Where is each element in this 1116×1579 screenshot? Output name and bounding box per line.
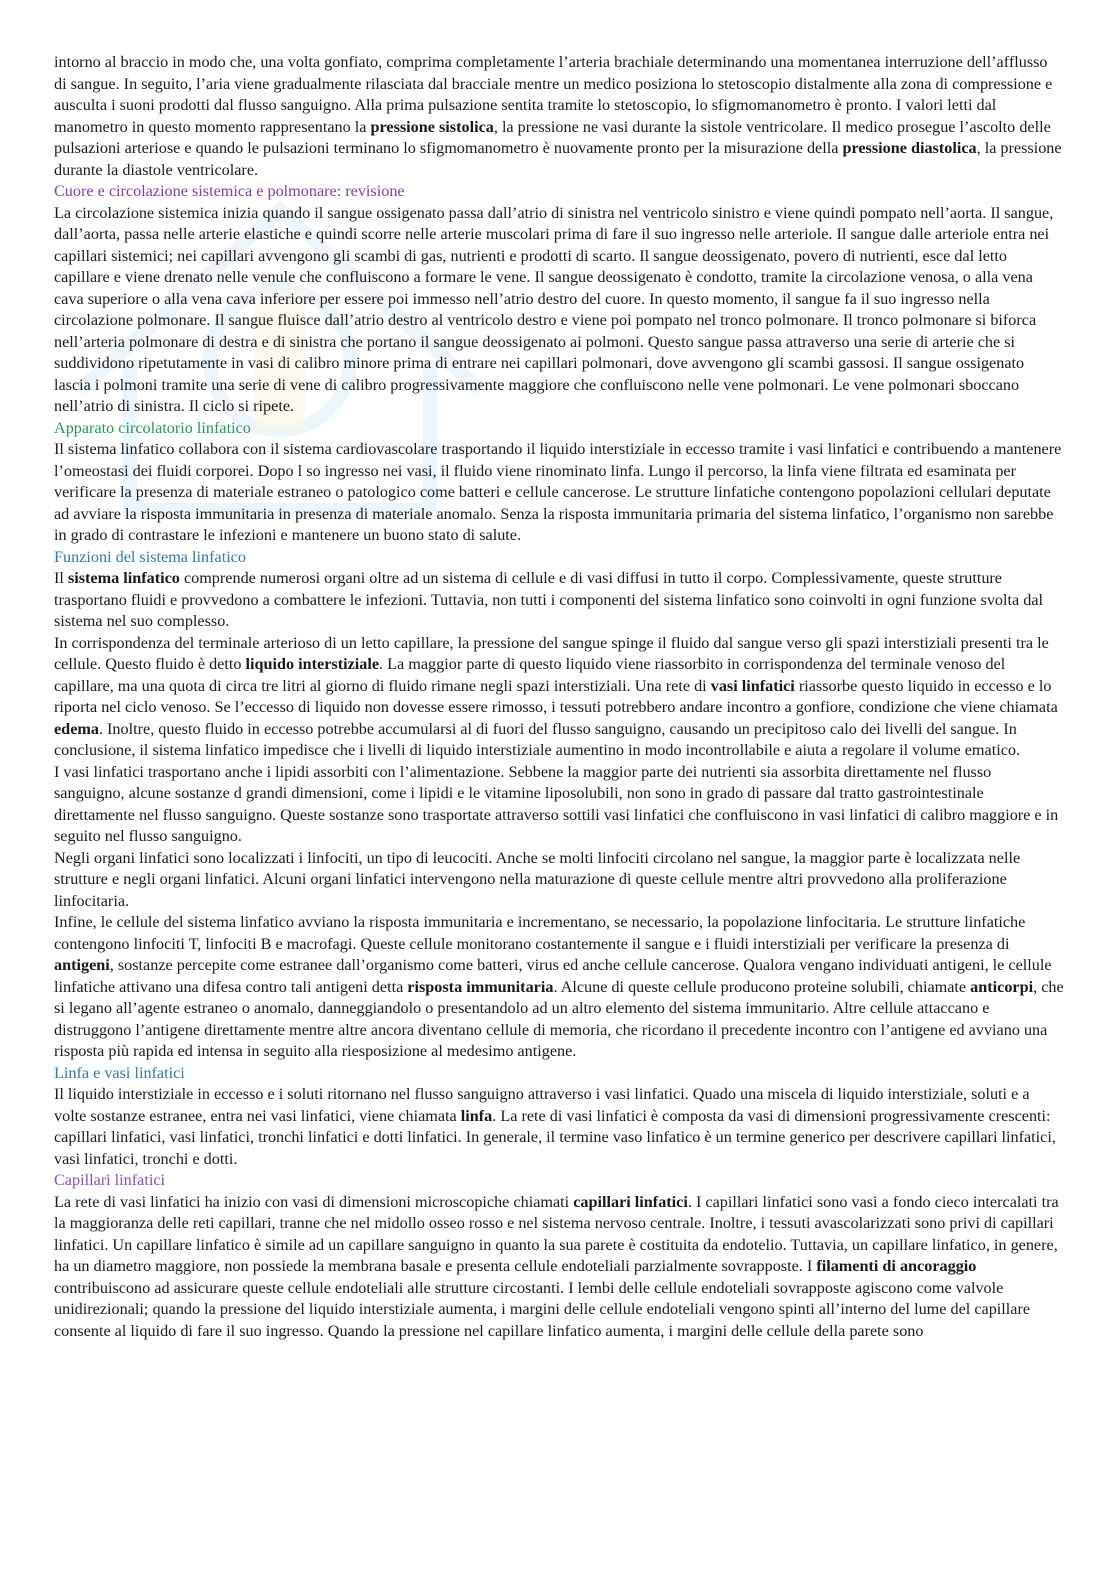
term-linfa: linfa [460, 1106, 493, 1125]
term-anticorpi: anticorpi [970, 977, 1034, 996]
paragraph-funzioni-5: Infine, le cellule del sistema linfatico avviano la risposta immunitaria e incrementano, se necessario, la popolazione linfocitaria. Le strutture linfatiche contengono linfociti T, linfociti B e macrofagi. Queste cellule monitorano costantemente il sangue e i fluidi interstiziali per verificare la presenza di antigeni, sostanze percepite come estranee dall’organismo come batteri, virus ed anche cellule cancerose. Qualora vengano individuati antigeni, le cellule linfatiche attivano una difesa contro tali antigeni detta risposta immunitaria. Alcune di queste cellule producono proteine solubili, chiamate anticorpi, che si legano all’agente estraneo o anomalo, danneggiandolo o presentandolo ad un altro elemento del sistema immunitario. Altre cellule attaccano e distruggono l’antigene direttamente mentre altre ancora diventano cellule di memoria, che ricordano il precedente incontro con l’antigene ed avviano una risposta più rapida ed intensa in seguito alla riesposizione al medesimo antigene. [54, 913, 1064, 1060]
paragraph-funzioni-1: Il sistema linfatico comprende numerosi organi oltre ad un sistema di cellule e di vasi diffusi in tutto il corpo. Complessivamente, queste strutture trasportano fluidi e provvedono a combattere le infezioni. Tuttavia, non tutti i componenti del sistema linfatico sono coinvolti in ogni funzione svolta dal sistema nel suo complesso. [54, 569, 1044, 630]
paragraph-linfa: Il liquido interstiziale in eccesso e i soluti ritornano nel flusso sanguigno attraverso i vasi linfatici. Quado una miscela di liquido interstiziale, soluti e a volte sostanze estranee, entra nei vasi linfatici, viene chiamata linfa. La rete di vasi linfatici è composta da vasi di dimensioni progressivamente crescenti: capillari linfatici, vasi linfatici, tronchi linfatici e dotti linfatici. In generale, il termine vaso linfatico è un termine generico per descrivere capillari linfatici, vasi linfatici, tronchi e dotti. [54, 1085, 1056, 1168]
term-edema: edema [54, 719, 99, 738]
term-pressione-sistolica: pressione sistolica [370, 117, 494, 136]
term-antigeni: antigeni [54, 956, 110, 974]
paragraph-capillari: La rete di vasi linfatici ha inizio con vasi di dimensioni microscopiche chiamati capillari linfatici. I capillari linfatici sono vasi a fondo cieco intercalati tra la maggioranza delle reti capillari, tranne che nel midollo osseo rosso e nel sistema nervoso centrale. Inoltre, i tessuti avascolarizzati sono privi di capillari linfatici. Un capillare linfatico è simile ad un capillare sanguigno in quanto la sua parete è costituita da endotelio. Tuttavia, un capillare linfatico, in genere, ha un diametro maggiore, non possiede la membrana basale e presenta cellule endoteliali parzialmente sovrapposte. I filamenti di ancoraggio contribuiscono ad assicurare queste cellule endoteliali alle strutture circostanti. I lembi delle cellule endoteliali sovrapposte agiscono come valvole unidirezionali; quando la pressione del liquido interstiziale aumenta, i margini delle cellule endoteliali vengono spinti all’interno del lume del capillare consente al liquido di fare il suo ingresso. Quando la pressione nel capillare linfatico aumenta, i margini delle cellule della parete sono [54, 1192, 1059, 1340]
heading-cuore-circolazione: Cuore e circolazione sistemica e polmonare: revisione [54, 182, 405, 200]
paragraph-funzioni-3: I vasi linfatici trasportano anche i lipidi assorbiti con l’alimentazione. Sebbene la maggior parte dei nutrienti sia assorbita direttamente nel flusso sanguigno, alcune sostanze d grandi dimensioni, come i lipidi e le vitamine liposolubili, non sono in grado di passare dal tratto gastrointestinale direttamente nel flusso sanguigno. Queste sostanze sono trasportate attraverso sottili vasi linfatici che confluiscono in vasi linfatici di calibro maggiore e in seguito nel flusso sanguigno. [54, 762, 1059, 845]
term-pressione-diastolica: pressione diastolica [842, 139, 977, 157]
heading-capillari-linfatici: Capillari linfatici [54, 1171, 166, 1189]
heading-funzioni-sistema-linfatico: Funzioni del sistema linfatico [54, 547, 246, 566]
heading-apparato-linfatico: Apparato circolatorio linfatico [54, 418, 251, 437]
document-page [54, 52, 1064, 1342]
term-risposta-immunitaria: risposta immunitaria [407, 977, 554, 996]
paragraph-cuore: La circolazione sistemica inizia quando il sangue ossigenato passa dall’atrio di sinistra nel ventricolo sinistro e viene quindi pompato nell’aorta. Il sangue, dall’aorta, passa nelle arterie elastiche e quindi scorre nelle arterie muscolari prima di fare il suo ingresso nelle arteriole. Il sangue dalle arteriole entra nei capillari sistemici; nei capillari avvengono gli scambi di gas, nutrienti e prodotti di scarto. Il sangue deossigenato, povero di nutrienti, esce dal letto capillare e viene drenato nelle venule che confluiscono a formare le vene. Il sangue deossigenato è condotto, tramite la circolazione venosa, o alla vena cava superiore o alla vena cava inferiore per essere poi immesso nell’atrio destro del cuore. In questo momento, il sangue fa il suo ingresso nella circolazione polmonare. Il sangue fluisce dall’atrio destro al ventricolo destro e viene poi pompato nel tronco polmonare. Il tronco polmonare si biforca nell’arteria polmonare di destra e di sinistra che portano il sangue deossigenato ai polmoni. Questo sangue passa attraverso una serie di arterie che si suddividono ripetutamente in vasi di calibro minore prima di entrare nei capillari polmonari, dove avvengono gli scambi gassosi. Il sangue ossigenato lascia i polmoni tramite una serie di vene di calibro progressivamente maggiore che confluiscono nelle vene polmonari. Le vene polmonari sboccano nell’atrio di sinistra. Il ciclo si ripete. [54, 203, 1054, 415]
term-liquido-interstiziale: liquido interstiziale [245, 655, 380, 673]
paragraph-apparato: Il sistema linfatico collabora con il sistema cardiovascolare trasportando il liquido interstiziale in eccesso tramite i vasi linfatici e contribuendo a mantenere l’omeostasi dei fluidi corporei. Dopo l so ingresso nei vasi, il fluido viene rinominato linfa. Lungo il percorso, la linfa viene filtrata ed esaminata per verificare la presenza di materiale estraneo o patologico come batteri e cellule cancerose. Le strutture linfatiche contengono popolazioni cellulari deputate ad avviare la risposta immunitaria in presenza di materiale anomalo. Senza la risposta immunitaria primaria del sistema linfatico, l’organismo non sarebbe in grado di contrastare le infezioni e mantenere un buono stato di salute. [54, 440, 1062, 544]
paragraph-intro: intorno al braccio in modo che, una volta gonfiato, comprima completamente l’arteria brachiale determinando una momentanea interruzione dell’afflusso di sangue. In seguito, l’aria viene gradualmente rilasciata dal bracciale mentre un medico posiziona lo stetoscopio distalmente alla zona di compressione e ausculta i suoni prodotti dal flusso sanguigno. Alla prima pulsazione sentita tramite lo stetoscopio, lo sfigmomanometro è pronto. I valori letti dal manometro in questo momento rappresentano la pressione sistolica, la pressione ne vasi durante la sistole ventricolare. Il medico prosegue l’ascolto delle pulsazioni arteriose e quando le pulsazioni terminano lo sfigmomanometro è nuovamente pronto per la misurazione della pressione diastolica, la pressione durante la diastole ventricolare. [54, 53, 1062, 179]
term-sistema-linfatico: sistema linfatico [67, 569, 180, 587]
paragraph-funzioni-2: In corrispondenza del terminale arterioso di un letto capillare, la pressione del sangue spinge il fluido dal sangue verso gli spazi interstiziali presenti tra le cellule. Questo fluido è detto liquido interstiziale. La maggior parte di questo liquido viene riassorbito in corrispondenza del terminale venoso del capillare, ma una quota di circa tre litri al giorno di fluido rimane negli spazi interstiziali. Una rete di vasi linfatici riassorbe questo liquido in eccesso e lo riporta nel ciclo venoso. Se l’eccesso di liquido non dovesse essere rimosso, i tessuti potrebbero andare incontro a gonfiore, condizione che viene chiamata edema. Inoltre, questo fluido in eccesso potrebbe accumularsi al di fuori del flusso sanguigno, causando un precipitoso calo dei livelli del sangue. In conclusione, il sistema linfatico impedisce che i livelli di liquido interstiziale aumentino in modo incontrollabile e aiuta a regolare il volume ematico. [54, 633, 1058, 759]
term-vasi-linfatici: vasi linfatici [710, 676, 795, 695]
heading-linfa-vasi: Linfa e vasi linfatici [54, 1063, 185, 1082]
paragraph-funzioni-4: Negli organi linfatici sono localizzati i linfociti, un tipo di leucociti. Anche se molti linfociti circolano nel sangue, la maggior parte è localizzata nelle strutture e negli organi linfatici. Alcuni organi linfatici intervengono nella maturazione di queste cellule mentre altri provvedono alla proliferazione linfocitaria. [54, 848, 1021, 910]
term-filamenti-ancoraggio: filamenti di ancoraggio [816, 1257, 977, 1275]
term-capillari-linfatici: capillari linfatici [573, 1192, 688, 1211]
